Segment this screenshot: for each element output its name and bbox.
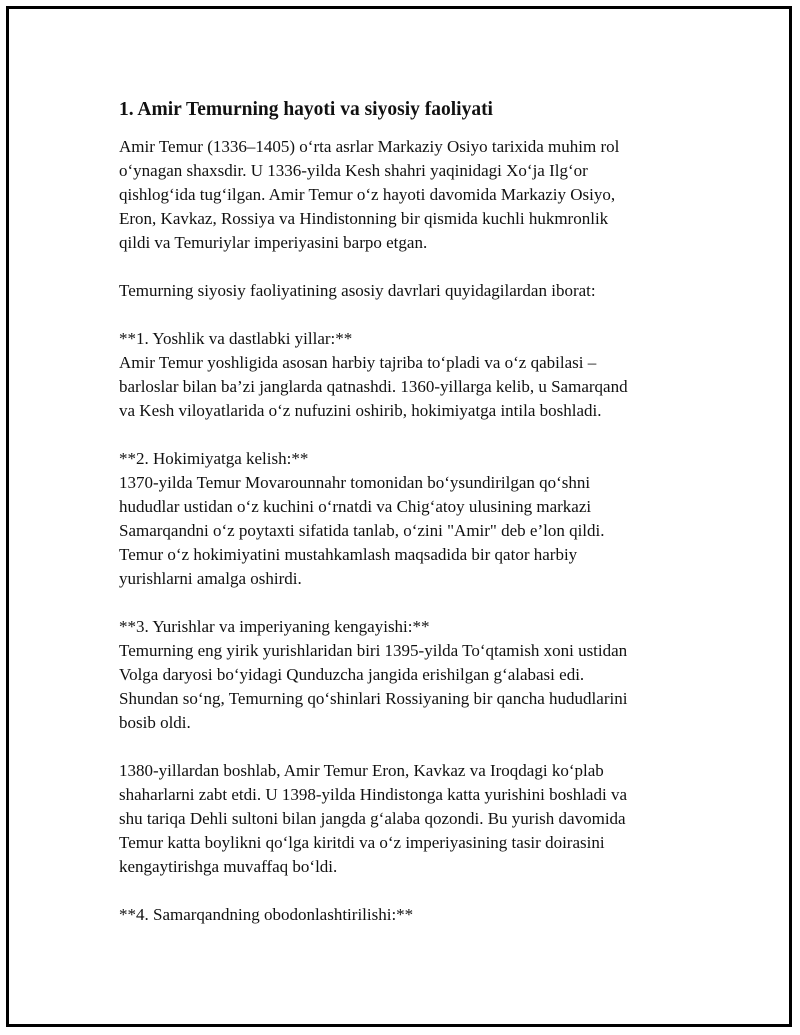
paragraph-line: bosib oldi. <box>119 713 191 732</box>
paragraph-line: va Kesh viloyatlarida o‘z nufuzini oshirib, hokimiyatga intila boshladi. <box>119 401 602 420</box>
section-title: **1. Yoshlik va dastlabki yillar:** <box>119 329 353 348</box>
paragraph-line: shu tariqa Dehli sultoni bilan jangda g‘alaba qozondi. Bu yurish davomida <box>119 809 626 828</box>
paragraph-line: Temur o‘z hokimiyatini mustahkamlash maqsadida bir qator harbiy <box>119 545 578 564</box>
paragraph-line: qishlog‘ida tug‘ilgan. Amir Temur o‘z hayoti davomida Markaziy Osiyo, <box>119 185 616 204</box>
paragraph-line: o‘ynagan shaxsdir. U 1336-yilda Kesh shahri yaqinidagi Xo‘ja Ilg‘or <box>119 161 588 180</box>
document-content <box>119 97 689 951</box>
paragraph-line: barloslar bilan ba’zi janglarda qatnashdi. 1360-yillarga kelib, u Samarqand <box>119 377 628 396</box>
paragraph-line: hududlar ustidan o‘z kuchini o‘rnatdi va Chig‘atoy ulusining markazi <box>119 497 592 516</box>
paragraph-line: Shundan so‘ng, Temurning qo‘shinlari Rossiyaning bir qancha hududlarini <box>119 689 628 708</box>
paragraph-line: shaharlarni zabt etdi. U 1398-yilda Hindistonga katta yurishini boshladi va <box>119 785 627 804</box>
section-campaigns <box>119 615 689 735</box>
section-youth <box>119 327 689 423</box>
section-title: **2. Hokimiyatga kelish:** <box>119 449 309 468</box>
section-campaigns-continued <box>119 759 689 879</box>
section-rise-to-power <box>119 447 689 591</box>
paragraph-line: Samarqandni o‘z poytaxti sifatida tanlab, o‘zini "Amir" deb e’lon qildi. <box>119 521 605 540</box>
paragraph-line: 1380-yillardan boshlab, Amir Temur Eron, Kavkaz va Iroqdagi ko‘plab <box>119 761 604 780</box>
paragraph-line: Temurning siyosiy faoliyatining asosiy davrlari quyidagilardan iborat: <box>119 281 596 300</box>
paragraph-line: Temur katta boylikni qo‘lga kiritdi va o‘z imperiyasining tasir doirasini <box>119 833 605 852</box>
paragraph-line: Amir Temur yoshligida asosan harbiy tajriba to‘pladi va o‘z qabilasi – <box>119 353 597 372</box>
section-title: **4. Samarqandning obodonlashtirilishi:** <box>119 905 414 924</box>
paragraph-line: kengaytirishga muvaffaq bo‘ldi. <box>119 857 338 876</box>
periods-intro-paragraph <box>119 279 689 303</box>
paragraph-line: yurishlarni amalga oshirdi. <box>119 569 302 588</box>
section-samarkand <box>119 903 689 927</box>
document-heading: 1. Amir Temurning hayoti va siyosiy faoliyati <box>119 99 493 120</box>
section-title: **3. Yurishlar va imperiyaning kengayishi:** <box>119 617 430 636</box>
intro-paragraph <box>119 135 689 255</box>
paragraph-line: Amir Temur (1336–1405) o‘rta asrlar Markaziy Osiyo tarixida muhim rol <box>119 137 620 156</box>
paragraph-line: Eron, Kavkaz, Rossiya va Hindistonning bir qismida kuchli hukmronlik <box>119 209 609 228</box>
paragraph-line: Volga daryosi bo‘yidagi Qunduzcha jangida erishilgan g‘alabasi edi. <box>119 665 585 684</box>
paragraph-line: Temurning eng yirik yurishlaridan biri 1395-yilda To‘qtamish xoni ustidan <box>119 641 628 660</box>
paragraph-line: 1370-yilda Temur Movarounnahr tomonidan bo‘ysundirilgan qo‘shni <box>119 473 591 492</box>
page-frame <box>6 6 792 1027</box>
paragraph-line: qildi va Temuriylar imperiyasini barpo etgan. <box>119 233 428 252</box>
